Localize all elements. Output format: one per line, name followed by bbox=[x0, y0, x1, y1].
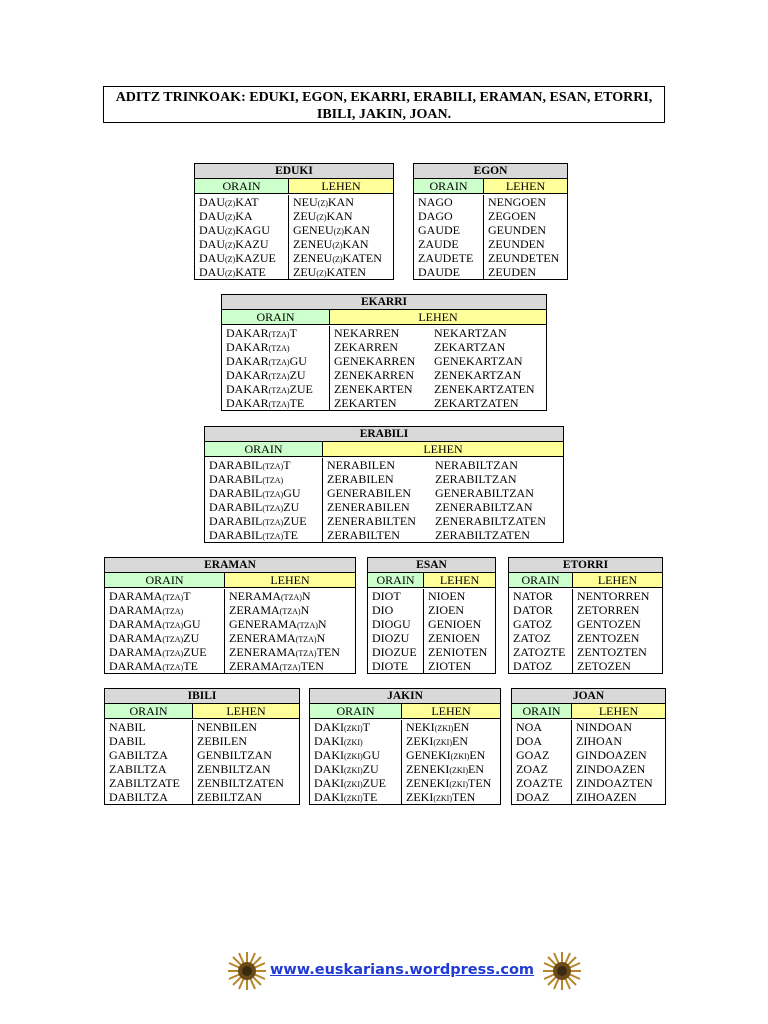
orain-form: DAU(Z)KATE bbox=[199, 265, 266, 279]
lehen-column bbox=[484, 195, 559, 279]
lehen-form: ZENEKARREN bbox=[334, 368, 414, 382]
lehen-form: ZEGOEN bbox=[488, 209, 536, 223]
lehen-form: ZENERABILTEN bbox=[327, 514, 416, 528]
lehen-form: GENIOEN bbox=[428, 617, 482, 631]
lehen-form: ZEBILTZAN bbox=[197, 790, 262, 804]
lehen-form: GENERABILEN bbox=[327, 486, 411, 500]
orain-form: DARAMA(TZA)GU bbox=[109, 617, 201, 631]
orain-form: DAU(Z)KAZUE bbox=[199, 251, 276, 265]
orain-form: DIOZU bbox=[372, 631, 410, 645]
orain-header: ORAIN bbox=[205, 442, 323, 456]
lehen-header: LEHEN bbox=[289, 179, 393, 193]
lehen-form: ZETOZEN bbox=[577, 659, 631, 673]
orain-header: ORAIN bbox=[195, 179, 289, 193]
lehen-column bbox=[573, 589, 649, 673]
orain-form: DABIL bbox=[109, 734, 146, 748]
orain-column bbox=[205, 458, 323, 542]
lehen-form: ZENBILTZATEN bbox=[197, 776, 284, 790]
lehen-header: LEHEN bbox=[193, 704, 299, 718]
lehen-form: NENGOEN bbox=[488, 195, 546, 209]
lehen-form: GENERAMA(TZA)N bbox=[229, 617, 327, 631]
lehen-form: ZENERAMA(TZA)TEN bbox=[229, 645, 340, 659]
orain-form: DIOZUE bbox=[372, 645, 417, 659]
lehen-form: GINDOAZEN bbox=[576, 748, 647, 762]
verb-name: ERABILI bbox=[205, 427, 563, 442]
orain-form: DATOR bbox=[513, 603, 553, 617]
lehen-form: ZEUDEN bbox=[488, 265, 536, 279]
lehen-plural-form: NEKARTZAN bbox=[434, 326, 507, 340]
lehen-form: GENEU(Z)KAN bbox=[293, 223, 370, 237]
lehen-form: ZERAMA(TZA)TEN bbox=[229, 659, 324, 673]
orain-form: DAKAR(TZA)ZU bbox=[226, 368, 306, 382]
orain-form: GAUDE bbox=[418, 223, 460, 237]
verb-table-erabili bbox=[204, 426, 564, 543]
orain-form: ZAUDETE bbox=[418, 251, 474, 265]
orain-column bbox=[512, 720, 572, 804]
lehen-plural-form: GENEKARTZAN bbox=[434, 354, 523, 368]
verb-name: JAKIN bbox=[310, 689, 500, 704]
orain-form: DAKI(ZKI)T bbox=[314, 720, 370, 734]
sun-flower-icon bbox=[226, 950, 268, 992]
lehen-form: NINDOAN bbox=[576, 720, 632, 734]
lehen-form: ZENIOTEN bbox=[428, 645, 488, 659]
orain-column bbox=[414, 195, 484, 279]
orain-form: DAKI(ZKI)ZUE bbox=[314, 776, 386, 790]
lehen-form: ZEKARTEN bbox=[334, 396, 397, 410]
lehen-form: GENEKI(ZKI)EN bbox=[406, 748, 486, 762]
orain-form: GABILTZA bbox=[109, 748, 168, 762]
orain-header: ORAIN bbox=[105, 704, 193, 718]
orain-form: ZATOZTE bbox=[513, 645, 566, 659]
lehen-column bbox=[323, 458, 431, 542]
orain-form: DARAMA(TZA) bbox=[109, 603, 184, 617]
orain-form: DARABIL(TZA)T bbox=[209, 458, 291, 472]
orain-form: DARABIL(TZA)ZUE bbox=[209, 514, 307, 528]
lehen-form: ZENBILTZAN bbox=[197, 762, 271, 776]
website-link[interactable]: www.euskarians.wordpress.com bbox=[270, 962, 535, 978]
orain-column bbox=[195, 195, 289, 279]
lehen-header: LEHEN bbox=[424, 573, 495, 587]
orain-form: DIOGU bbox=[372, 617, 411, 631]
orain-header: ORAIN bbox=[105, 573, 225, 587]
lehen-form: NENTORREN bbox=[577, 589, 650, 603]
orain-column bbox=[368, 589, 424, 673]
lehen-form: NERAMA(TZA)N bbox=[229, 589, 311, 603]
orain-form: NATOR bbox=[513, 589, 553, 603]
lehen-column bbox=[193, 720, 284, 804]
lehen-form: NEKI(ZKI)EN bbox=[406, 720, 470, 734]
verb-table-ibili bbox=[104, 688, 300, 805]
lehen-form: ZEUNDEN bbox=[488, 237, 545, 251]
orain-form: DOAZ bbox=[516, 790, 550, 804]
lehen-form: GENEKARREN bbox=[334, 354, 416, 368]
lehen-form: ZENEU(Z)KATEN bbox=[293, 251, 382, 265]
lehen-header: LEHEN bbox=[402, 704, 500, 718]
page-title bbox=[103, 86, 665, 123]
lehen-plural-form: ZEKARTZAN bbox=[434, 340, 506, 354]
lehen-form: ZERABILTEN bbox=[327, 528, 400, 542]
lehen-column bbox=[225, 589, 340, 673]
orain-form: NOA bbox=[516, 720, 542, 734]
verb-table-jakin bbox=[309, 688, 501, 805]
verb-name: ERAMAN bbox=[105, 558, 355, 573]
lehen-form: ZENIOEN bbox=[428, 631, 480, 645]
lehen-form: ZENERABILEN bbox=[327, 500, 410, 514]
lehen-form: ZENTOZEN bbox=[577, 631, 640, 645]
lehen-form: ZINDOAZTEN bbox=[576, 776, 653, 790]
title-text: ADITZ TRINKOAK: EDUKI, EGON, EKARRI, ERABILI, ERAMAN, ESAN, ETORRI, IBILI, JAKIN, JOAN. bbox=[115, 90, 653, 122]
orain-column bbox=[105, 720, 193, 804]
verb-table-eraman bbox=[104, 557, 356, 674]
orain-form: NAGO bbox=[418, 195, 453, 209]
verb-name: JOAN bbox=[512, 689, 665, 704]
lehen-header: LEHEN bbox=[323, 442, 563, 456]
lehen-form: ZETORREN bbox=[577, 603, 640, 617]
lehen-column bbox=[572, 720, 653, 804]
lehen-form: ZEU(Z)KAN bbox=[293, 209, 353, 223]
lehen-form: ZERAMA(TZA)N bbox=[229, 603, 310, 617]
orain-form: DAU(Z)KA bbox=[199, 209, 253, 223]
orain-form: DAKI(ZKI)GU bbox=[314, 748, 380, 762]
orain-form: GOAZ bbox=[516, 748, 550, 762]
orain-form: ZATOZ bbox=[513, 631, 551, 645]
verb-name: ETORRI bbox=[509, 558, 662, 573]
lehen-form: GENTOZEN bbox=[577, 617, 641, 631]
lehen-form: ZINDOAZEN bbox=[576, 762, 646, 776]
orain-form: DAU(Z)KAT bbox=[199, 195, 259, 209]
lehen-plural-form: ZENERABILTZATEN bbox=[435, 514, 546, 528]
lehen-form: ZERABILEN bbox=[327, 472, 394, 486]
lehen-form: ZENEKARTEN bbox=[334, 382, 413, 396]
lehen-header: LEHEN bbox=[572, 704, 665, 718]
orain-header: ORAIN bbox=[512, 704, 572, 718]
lehen-column bbox=[289, 195, 382, 279]
orain-form: DOA bbox=[516, 734, 542, 748]
orain-form: DAKI(ZKI) bbox=[314, 734, 363, 748]
lehen-column bbox=[402, 720, 491, 804]
orain-form: ZABILTZA bbox=[109, 762, 167, 776]
lehen-header: LEHEN bbox=[330, 310, 546, 324]
lehen-plural-column bbox=[430, 326, 535, 410]
verb-table-eduki bbox=[194, 163, 394, 280]
lehen-form: NERABILEN bbox=[327, 458, 395, 472]
orain-form: DAU(Z)KAZU bbox=[199, 237, 269, 251]
orain-form: DARABIL(TZA)ZU bbox=[209, 500, 300, 514]
orain-column bbox=[310, 720, 402, 804]
orain-form: DARAMA(TZA)ZU bbox=[109, 631, 200, 645]
lehen-form: ZIOTEN bbox=[428, 659, 472, 673]
lehen-form: ZENEKI(ZKI)EN bbox=[406, 762, 484, 776]
orain-form: DARAMA(TZA)TE bbox=[109, 659, 198, 673]
orain-header: ORAIN bbox=[509, 573, 573, 587]
orain-form: DARABIL(TZA) bbox=[209, 472, 284, 486]
orain-form: DARABIL(TZA)GU bbox=[209, 486, 301, 500]
lehen-form: NEU(Z)KAN bbox=[293, 195, 354, 209]
orain-header: ORAIN bbox=[222, 310, 330, 324]
lehen-column bbox=[330, 326, 430, 410]
orain-form: DARABIL(TZA)TE bbox=[209, 528, 298, 542]
lehen-form: NEKARREN bbox=[334, 326, 400, 340]
orain-form: DAKAR(TZA)GU bbox=[226, 354, 307, 368]
orain-column bbox=[222, 326, 330, 410]
orain-form: DAU(Z)KAGU bbox=[199, 223, 270, 237]
lehen-header: LEHEN bbox=[573, 573, 662, 587]
lehen-form: NIOEN bbox=[428, 589, 466, 603]
lehen-form: ZENEU(Z)KAN bbox=[293, 237, 369, 251]
lehen-form: GENBILTZAN bbox=[197, 748, 272, 762]
lehen-plural-form: ZERABILTZAN bbox=[435, 472, 517, 486]
lehen-form: ZEKI(ZKI)TEN bbox=[406, 790, 476, 804]
verb-name: EGON bbox=[414, 164, 567, 179]
lehen-form: ZENTOZTEN bbox=[577, 645, 647, 659]
lehen-form: ZEKARREN bbox=[334, 340, 398, 354]
verb-table-etorri bbox=[508, 557, 663, 674]
verb-name: IBILI bbox=[105, 689, 299, 704]
sun-flower-icon bbox=[541, 950, 583, 992]
lehen-header: LEHEN bbox=[225, 573, 355, 587]
verb-table-egon bbox=[413, 163, 568, 280]
orain-form: DAKAR(TZA) bbox=[226, 340, 290, 354]
lehen-plural-column bbox=[431, 458, 546, 542]
lehen-plural-form: ZENEKARTZATEN bbox=[434, 382, 535, 396]
orain-form: DIO bbox=[372, 603, 394, 617]
lehen-plural-form: ZENEKARTZAN bbox=[434, 368, 522, 382]
verb-name: ESAN bbox=[368, 558, 495, 573]
verb-table-esan bbox=[367, 557, 496, 674]
orain-form: ZABILTZATE bbox=[109, 776, 180, 790]
lehen-plural-form: ZERABILTZATEN bbox=[435, 528, 530, 542]
verb-table-ekarri bbox=[221, 294, 547, 411]
orain-form: ZAUDE bbox=[418, 237, 459, 251]
orain-form: DIOTE bbox=[372, 659, 408, 673]
lehen-form: NENBILEN bbox=[197, 720, 257, 734]
orain-column bbox=[105, 589, 225, 673]
orain-form: DAGO bbox=[418, 209, 453, 223]
lehen-header: LEHEN bbox=[484, 179, 567, 193]
orain-form: ZOAZTE bbox=[516, 776, 563, 790]
verb-name: EKARRI bbox=[222, 295, 546, 310]
orain-form: DABILTZA bbox=[109, 790, 168, 804]
orain-form: NABIL bbox=[109, 720, 146, 734]
lehen-form: ZEU(Z)KATEN bbox=[293, 265, 366, 279]
orain-form: DAKAR(TZA)ZUE bbox=[226, 382, 313, 396]
lehen-column bbox=[424, 589, 487, 673]
verb-table-joan bbox=[511, 688, 666, 805]
lehen-form: ZENERAMA(TZA)N bbox=[229, 631, 326, 645]
orain-form: DIOT bbox=[372, 589, 401, 603]
lehen-form: ZIHOAN bbox=[576, 734, 622, 748]
lehen-plural-form: GENERABILTZAN bbox=[435, 486, 534, 500]
orain-form: DARAMA(TZA)T bbox=[109, 589, 191, 603]
orain-form: DAKI(ZKI)ZU bbox=[314, 762, 379, 776]
lehen-form: GEUNDEN bbox=[488, 223, 546, 237]
orain-form: DARAMA(TZA)ZUE bbox=[109, 645, 207, 659]
orain-form: ZOAZ bbox=[516, 762, 548, 776]
lehen-form: ZIHOAZEN bbox=[576, 790, 637, 804]
lehen-plural-form: ZEKARTZATEN bbox=[434, 396, 519, 410]
orain-header: ORAIN bbox=[310, 704, 402, 718]
verb-name: EDUKI bbox=[195, 164, 393, 179]
orain-form: GATOZ bbox=[513, 617, 553, 631]
lehen-plural-form: NERABILTZAN bbox=[435, 458, 518, 472]
lehen-form: ZEUNDETEN bbox=[488, 251, 560, 265]
orain-form: DAUDE bbox=[418, 265, 460, 279]
lehen-form: ZENEKI(ZKI)TEN bbox=[406, 776, 492, 790]
orain-header: ORAIN bbox=[368, 573, 424, 587]
lehen-form: ZEBILEN bbox=[197, 734, 247, 748]
orain-form: DAKAR(TZA)T bbox=[226, 326, 297, 340]
lehen-form: ZEKI(ZKI)EN bbox=[406, 734, 468, 748]
orain-form: DATOZ bbox=[513, 659, 553, 673]
orain-header: ORAIN bbox=[414, 179, 484, 193]
orain-column bbox=[509, 589, 573, 673]
lehen-plural-form: ZENERABILTZAN bbox=[435, 500, 533, 514]
orain-form: DAKI(ZKI)TE bbox=[314, 790, 378, 804]
lehen-form: ZIOEN bbox=[428, 603, 464, 617]
orain-form: DAKAR(TZA)TE bbox=[226, 396, 305, 410]
